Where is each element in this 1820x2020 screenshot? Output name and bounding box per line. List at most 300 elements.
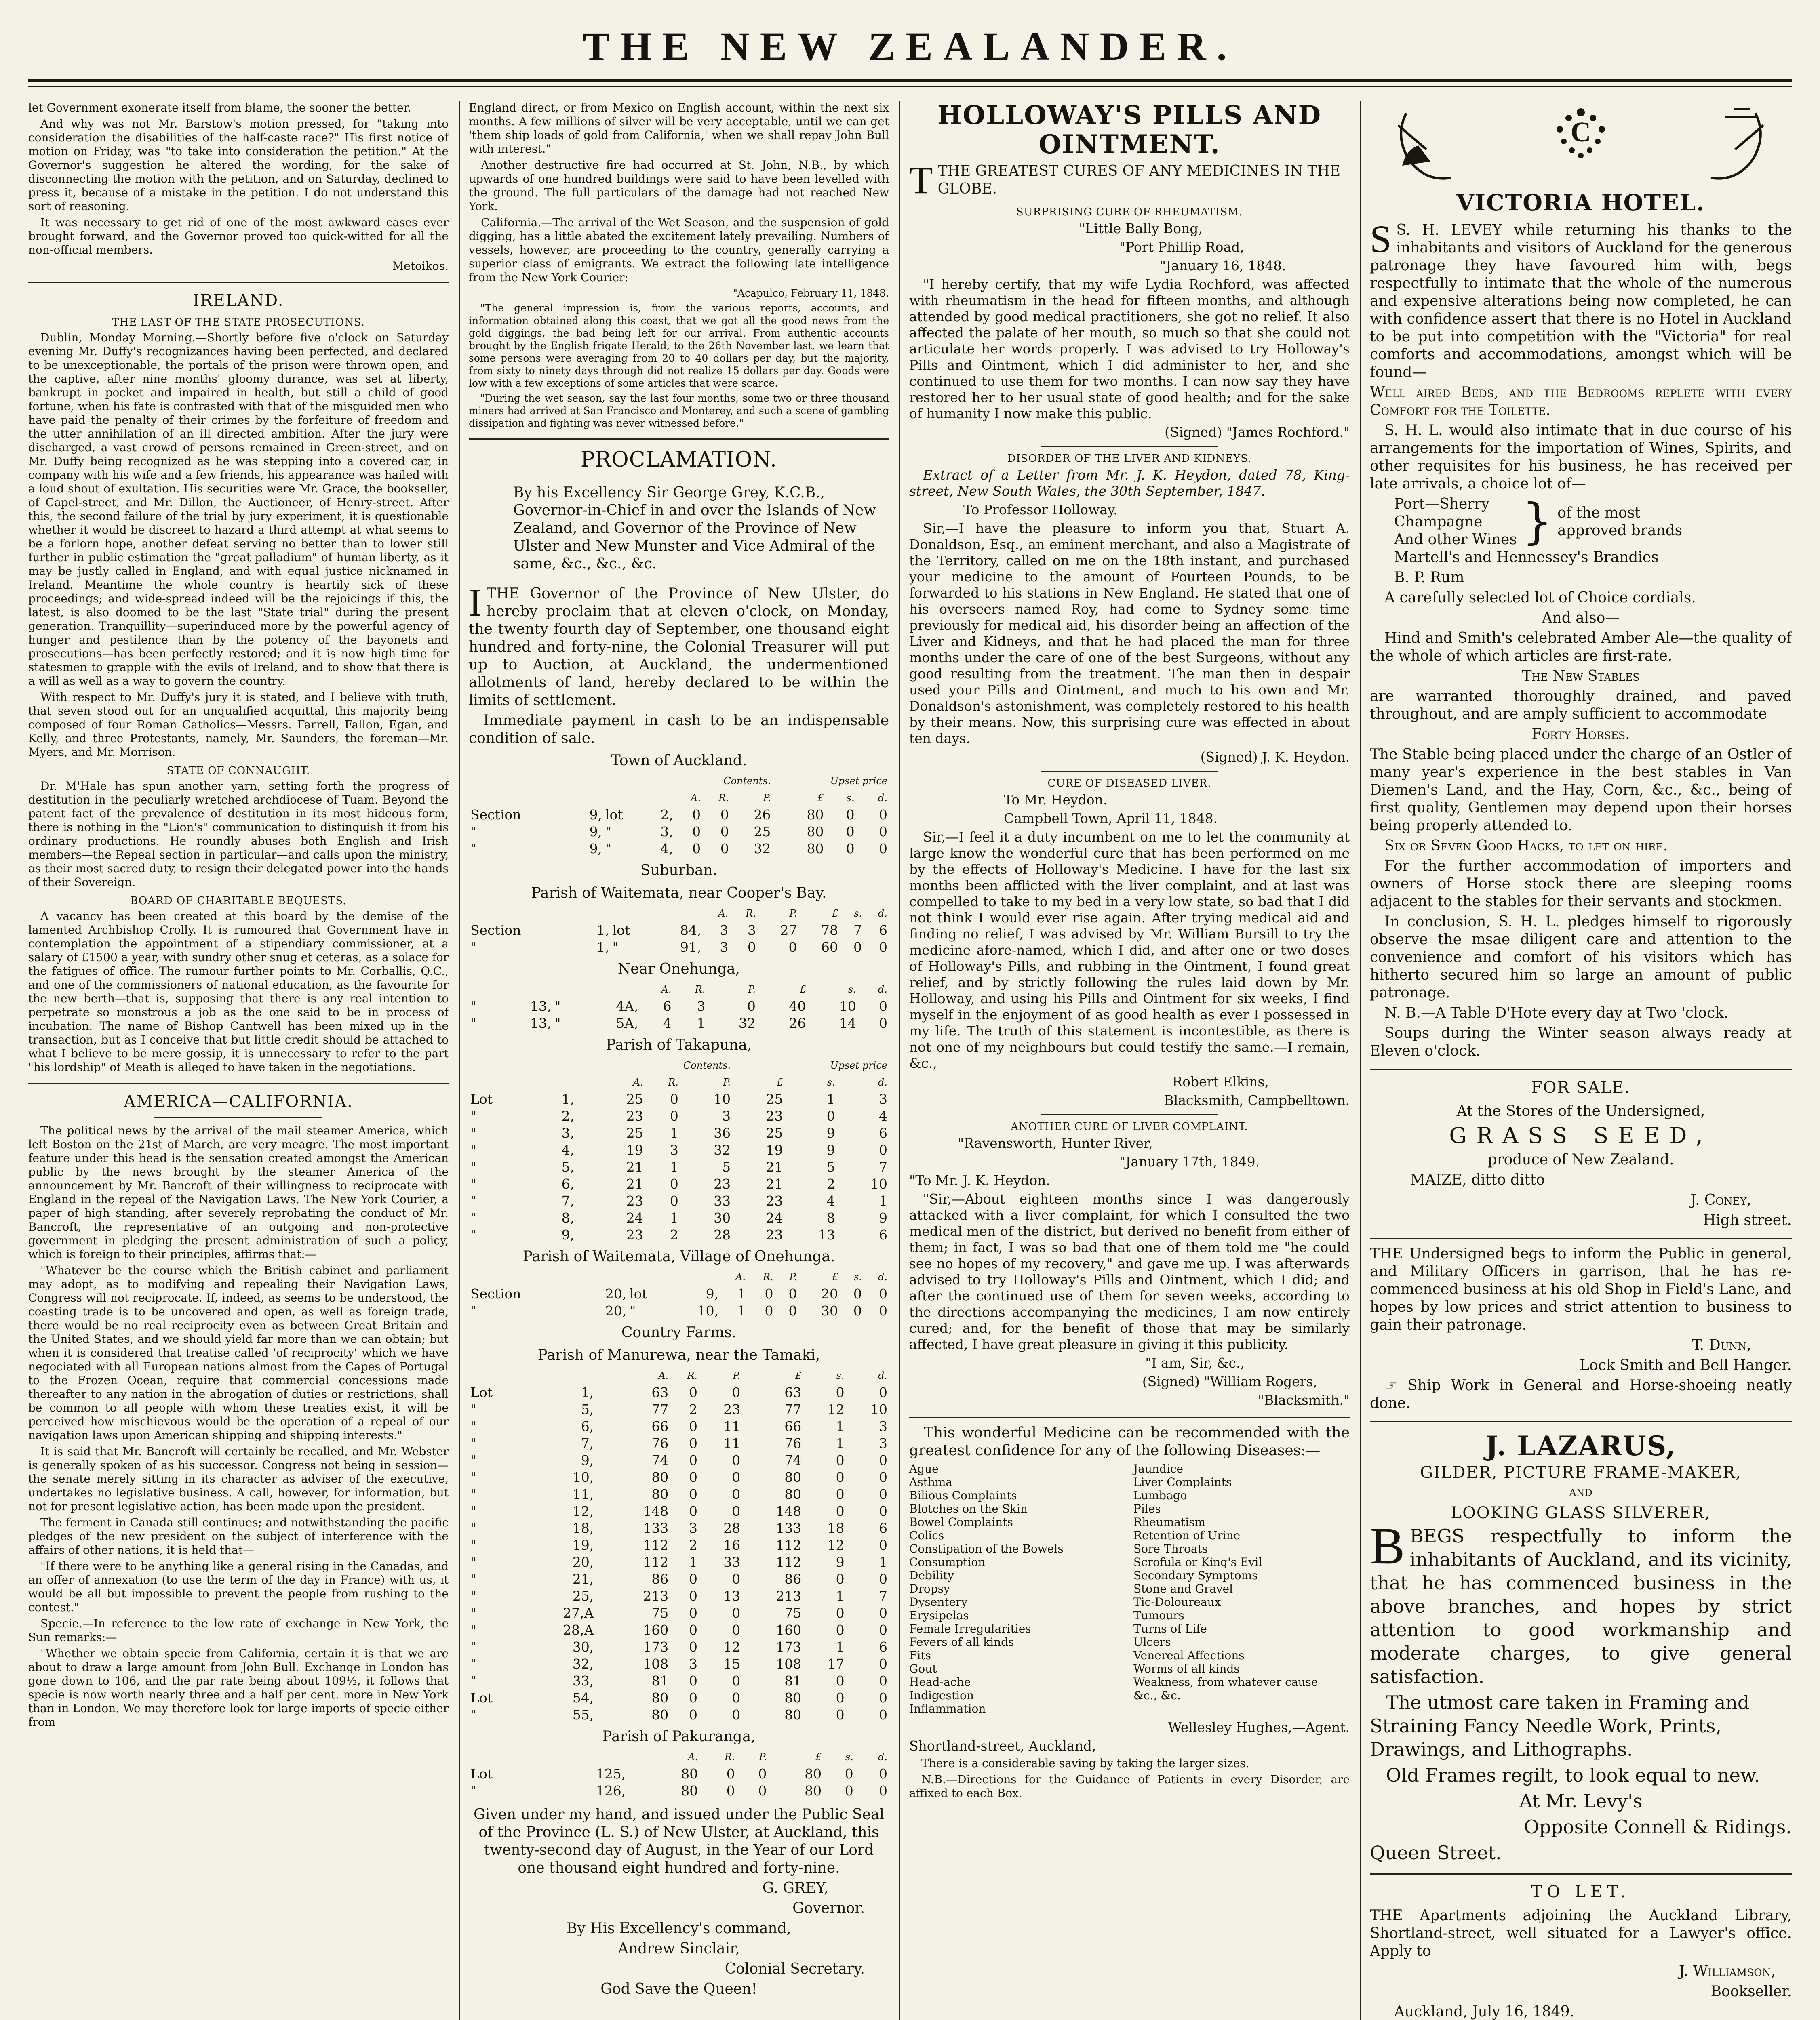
table-cell bbox=[576, 1108, 584, 1125]
table-cell: 5 bbox=[722, 1159, 731, 1175]
table-cell: 1 bbox=[826, 1091, 835, 1107]
nb-note: N.B.—Directions for the Guidance of Patients in every Disorder, are affixed to each Box. bbox=[909, 1773, 1350, 1800]
table-cell: 36 bbox=[714, 1125, 731, 1141]
table-cell: 173 bbox=[643, 1639, 669, 1655]
table-cell: 1 bbox=[836, 1639, 845, 1655]
paragraph: With respect to Mr. Duffy's jury it is stated, and I believe with truth, that seven stood out for an unqualified acquittal, this majority being composed of four Roman Catholics—Messrs. Farrell, Fallon, Egan, and Kelly, and three Protestants, namely, Mr. Saunders, the foreman—Mr. Myers, and Mr. Morrison. bbox=[28, 690, 449, 759]
drop-cap: I bbox=[469, 581, 482, 624]
unit-cell: s. bbox=[854, 908, 862, 919]
table-cell: 6, bbox=[561, 1176, 575, 1192]
table-cell: 3 bbox=[670, 1142, 678, 1158]
table-cell: 32 bbox=[714, 1142, 731, 1158]
lazarus-trades: GILDER, PICTURE FRAME-MAKER, bbox=[1420, 1463, 1742, 1482]
table-cell: 26 bbox=[789, 1015, 806, 1031]
unit-cell: R. bbox=[687, 1370, 697, 1381]
table-cell: 24 bbox=[766, 1210, 783, 1226]
unit-cell: £ bbox=[800, 984, 806, 995]
table-cell bbox=[602, 1435, 609, 1452]
proclamation-text: THE Governor of the Province of New Ulster, do hereby proclaim that at eleven o'clock, on Monday, the twenty fourth day of September, one thousand eight hundred and forty-nine, the Colonial Treasurer will put up to Auction, at Auckland, the undermentioned allotments of land, hereby declared to be within the limits of settlement. bbox=[469, 585, 889, 709]
table-cell: " bbox=[470, 1159, 477, 1175]
table-cell: 6 bbox=[879, 1520, 887, 1536]
table-cell: 4, bbox=[561, 1142, 575, 1158]
signature: Metoikos. bbox=[392, 259, 449, 273]
table-cell: 2 bbox=[670, 1227, 678, 1243]
to-let-notice: THE Apartments adjoining the Auckland Library, Shortland-street, well situated for a Lawyer's office. Apply to bbox=[1370, 1907, 1792, 1959]
table-cell: 23 bbox=[766, 1108, 783, 1124]
disease-item: Worms of all kinds bbox=[1133, 1662, 1240, 1675]
disease-item: Lumbago bbox=[1133, 1489, 1187, 1502]
table-cell: 0 bbox=[692, 841, 701, 856]
table-cell: 112 bbox=[643, 1537, 669, 1553]
table-cell bbox=[602, 1706, 609, 1723]
table-cell: 0 bbox=[879, 1690, 887, 1706]
table-cell: 148 bbox=[776, 1503, 802, 1519]
table-cell: 80 bbox=[784, 1486, 802, 1502]
lazarus-address: Opposite Connell & Ridings. bbox=[1524, 1816, 1792, 1838]
address-line: "Port Phillip Road, bbox=[1119, 239, 1244, 255]
table-cell: 80 bbox=[807, 807, 824, 823]
paragraph: "Sir,—About eighteen months since I was dangerously attacked with a liver complaint, for which I consulted the two medical men of the district, but derived no benefit from either of them; in fact, I was so bad that one of them told me "he could see no hopes of my recovery," and gave me up. I was afterwards advised to try Holloway's Pills and Ointment, which I did; and after the continued use of them for seven weeks, according to the directions accompanying the medicines, I am now entirely cured; and, for the benefit of those that may be similarly affected, I have great pleasure in giving it this publicity. bbox=[909, 1191, 1350, 1352]
unit-cell: R. bbox=[695, 984, 706, 995]
table-cell: 20, bbox=[572, 1554, 594, 1570]
table-row bbox=[469, 1401, 889, 1418]
table-cell: 23 bbox=[766, 1227, 783, 1243]
table-cell: 1 bbox=[670, 1210, 678, 1226]
table-cell bbox=[576, 1193, 584, 1210]
table-cell: 13, bbox=[530, 1015, 552, 1031]
lazarus-intro bbox=[1370, 1517, 1792, 1688]
lots-table-town bbox=[469, 772, 889, 857]
table-cell bbox=[584, 1159, 593, 1176]
signature: (Signed) J. K. Heydon. bbox=[1200, 749, 1350, 765]
table-cell: 63 bbox=[651, 1385, 669, 1400]
table-cell: 0 bbox=[845, 1766, 853, 1782]
table-header-row bbox=[469, 1057, 889, 1074]
short-rule bbox=[1041, 1114, 1218, 1115]
table-cell: 7 bbox=[879, 1159, 887, 1175]
table-cell bbox=[602, 1690, 609, 1706]
table-cell: " bbox=[630, 1303, 636, 1319]
column-divider bbox=[1360, 101, 1361, 2020]
table-cell: 30 bbox=[714, 1210, 731, 1226]
table-cell: 27 bbox=[780, 922, 797, 938]
table-cell: 4 bbox=[663, 1015, 672, 1031]
table-cell: " bbox=[554, 1015, 561, 1031]
lazarus-address: Queen Street. bbox=[1370, 1842, 1502, 1864]
lazarus-regilt: Old Frames regilt, to look equal to new. bbox=[1386, 1764, 1760, 1786]
table-row bbox=[469, 1452, 889, 1469]
table-cell: 0 bbox=[846, 824, 855, 840]
table-cell: 0 bbox=[879, 1766, 887, 1782]
paragraph: The ferment in Canada still continues; and notwithstanding the pacific pledges of the new president on the subject of interference with the affairs of other nations, it is held that— bbox=[28, 1516, 449, 1557]
table-cell: " bbox=[605, 824, 612, 840]
table-cell: 4, bbox=[660, 841, 673, 856]
disease-item: Tic-Doloureaux bbox=[1133, 1595, 1221, 1609]
table-row bbox=[469, 1384, 889, 1401]
table-header-row bbox=[469, 772, 889, 789]
table-cell: 0 bbox=[732, 1486, 741, 1502]
table-cell: 86 bbox=[784, 1571, 802, 1587]
disease-item: Asthma bbox=[909, 1475, 953, 1489]
table-units-row bbox=[469, 1367, 889, 1384]
table-cell: 10 bbox=[839, 998, 856, 1014]
table-cell: 0 bbox=[720, 841, 729, 856]
table-cell: 80 bbox=[681, 1783, 698, 1799]
table-cell: 6 bbox=[879, 1639, 887, 1655]
table-cell: 1, bbox=[596, 939, 609, 955]
paragraph: Specie.—In reference to the low rate of exchange in New York, the Sun remarks:— bbox=[28, 1617, 449, 1644]
table-cell: 80 bbox=[784, 1690, 802, 1706]
table-cell bbox=[602, 1537, 609, 1554]
paragraph: England direct, or from Mexico on English account, within the next six months. A few millions of silver will be very acceptable, until we can get 'them ship loads of gold from California,' when we shall repay John Bull with interest." bbox=[469, 101, 889, 156]
disease-item: Bowel Complaints bbox=[909, 1515, 1013, 1529]
proclamation-body bbox=[469, 581, 889, 709]
unit-cell: s. bbox=[845, 1751, 853, 1763]
table-cell: 6 bbox=[663, 998, 672, 1014]
table-units-row bbox=[469, 789, 889, 806]
section-rule bbox=[28, 282, 449, 283]
table-cell: " bbox=[470, 1783, 477, 1799]
table-cell: 30 bbox=[821, 1303, 838, 1319]
table-cell: Lot bbox=[470, 1766, 493, 1782]
saving-note: There is a considerable saving by taking the larger sizes. bbox=[921, 1757, 1249, 1770]
table-cell: 4 bbox=[826, 1193, 835, 1209]
secretary-title: Colonial Secretary. bbox=[725, 1961, 865, 1977]
lots-table-village bbox=[469, 1269, 889, 1319]
table-cell: 9 bbox=[836, 1554, 845, 1570]
table-cell: 0 bbox=[836, 1605, 845, 1621]
table-row bbox=[469, 1418, 889, 1435]
disease-item: &c., &c. bbox=[1133, 1689, 1181, 1702]
table-cell: 17 bbox=[827, 1656, 845, 1672]
table-cell: 18 bbox=[827, 1520, 845, 1536]
table-cell: 3 bbox=[747, 922, 756, 938]
table-cell bbox=[602, 1554, 609, 1571]
disease-item: Piles bbox=[1133, 1502, 1161, 1515]
disease-item: Fits bbox=[909, 1649, 931, 1662]
short-rule bbox=[1041, 446, 1218, 447]
table-row bbox=[469, 1503, 889, 1520]
diseases-list bbox=[909, 1462, 1350, 1715]
table-cell: Section bbox=[470, 922, 521, 938]
table-cell: 1 bbox=[879, 1193, 887, 1209]
short-rule bbox=[1041, 771, 1218, 772]
table-cell: 24 bbox=[626, 1210, 643, 1226]
proclamation-payment: Immediate payment in cash to be an indispensable condition of sale. bbox=[469, 712, 889, 747]
disease-item: Consumption bbox=[909, 1555, 986, 1569]
table-cell: 81 bbox=[784, 1673, 802, 1689]
table-cell: 76 bbox=[784, 1435, 802, 1451]
table-cell: lot bbox=[630, 1286, 647, 1302]
table-cell: 25 bbox=[626, 1125, 643, 1141]
table-row bbox=[469, 1159, 889, 1176]
table-cell: 75 bbox=[784, 1605, 802, 1621]
column-4 bbox=[1370, 101, 1792, 2020]
table-cell: 80 bbox=[651, 1469, 669, 1485]
table-cell: 160 bbox=[776, 1622, 802, 1638]
table-cell: 1 bbox=[670, 1159, 678, 1175]
table-cell: 0 bbox=[732, 1503, 741, 1519]
table-row bbox=[469, 998, 889, 1015]
unit-cell: d. bbox=[878, 792, 887, 804]
table-cell: 0 bbox=[689, 1639, 697, 1655]
table-cell: 21 bbox=[766, 1176, 783, 1192]
table-row bbox=[469, 1782, 889, 1799]
table-cell: 1 bbox=[836, 1588, 845, 1604]
table-cell: 3, bbox=[660, 824, 673, 840]
hotel-intro-text: S. H. LEVEY while returning his thanks to the inhabitants and visitors of Auckland for the generous patronage they have favoured him with, begs respectfully to intimate that the whole of the numerous and expensive alterations being now completed, he can with confidence assert that there is no Hotel in Auckland to be put into competition with the "Victoria" for real comforts and accommodations, amongst which will be found— bbox=[1370, 222, 1792, 381]
table-cell: 10, bbox=[572, 1469, 594, 1485]
table-cell: 76 bbox=[651, 1435, 669, 1451]
table-row bbox=[469, 1210, 889, 1227]
table-cell: 0 bbox=[826, 1108, 835, 1124]
table-cell: 112 bbox=[776, 1554, 802, 1570]
subheading: DISORDER OF THE LIVER AND KIDNEYS. bbox=[1007, 452, 1252, 465]
unit-cell: P. bbox=[763, 792, 771, 804]
table-cell: 160 bbox=[643, 1622, 669, 1638]
disease-item: Colics bbox=[909, 1529, 944, 1542]
dunn-trade: Lock Smith and Bell Hanger. bbox=[1580, 1357, 1792, 1374]
wines-brace-text: of the most approved brands bbox=[1557, 505, 1683, 539]
table-cell: 0 bbox=[726, 1783, 735, 1799]
table-cell: 80 bbox=[807, 841, 824, 856]
table-cell: 2 bbox=[826, 1176, 835, 1192]
table-cell: Lot bbox=[470, 1385, 493, 1400]
table-cell bbox=[595, 1656, 602, 1673]
lots-table-pakuranga bbox=[469, 1749, 889, 1799]
table-cell: 80 bbox=[805, 1783, 822, 1799]
disease-item: Erysipelas bbox=[909, 1609, 969, 1622]
by-command: By His Excellency's command, bbox=[566, 1920, 792, 1937]
table-cell bbox=[584, 1193, 593, 1210]
table-cell: " bbox=[470, 998, 477, 1014]
table-cell bbox=[595, 1486, 602, 1503]
table-cell: " bbox=[605, 841, 612, 856]
paragraph: let Government exonerate itself from blame, the sooner the better. bbox=[28, 101, 411, 114]
unit-cell: d. bbox=[878, 908, 887, 919]
table-cell bbox=[602, 1605, 609, 1622]
grass-seed: GRASS SEED, bbox=[1449, 1123, 1713, 1148]
table-row bbox=[469, 1142, 889, 1159]
table-cell: 19 bbox=[626, 1142, 643, 1158]
table-cell bbox=[595, 1520, 602, 1537]
table-cell: " bbox=[470, 1639, 477, 1655]
subheading: CURE OF DISEASED LIVER. bbox=[1047, 777, 1211, 789]
dateline: Campbell Town, April 11, 1848. bbox=[1004, 810, 1218, 826]
table-cell: 1 bbox=[836, 1435, 845, 1451]
table-units-row bbox=[469, 1074, 889, 1091]
table-cell bbox=[595, 1706, 602, 1723]
rum: B. P. Rum bbox=[1394, 569, 1464, 586]
table-cell: " bbox=[470, 1142, 477, 1158]
table-cell: 0 bbox=[732, 1385, 741, 1400]
table-cell bbox=[584, 1108, 593, 1125]
lazarus-intro-text: BEGS respectfully to inform the inhabitants of Auckland, and its vicinity, that he has commenced business in the above branches, and hopes by strict attention to good workmanship and moderate charges, to give general satisfaction. bbox=[1370, 1525, 1792, 1688]
table-cell: 21 bbox=[766, 1159, 783, 1175]
table-cell: 27,A bbox=[563, 1605, 594, 1621]
table-cell: 7 bbox=[853, 922, 862, 938]
table-cell: 133 bbox=[776, 1520, 802, 1536]
disease-item: Female Irregularities bbox=[909, 1622, 1031, 1635]
table-cell: 5 bbox=[826, 1159, 835, 1175]
table-cell bbox=[595, 1469, 602, 1486]
table-row bbox=[469, 1193, 889, 1210]
table-cell: " bbox=[470, 1554, 477, 1570]
subheading: THE LAST OF THE STATE PROSECUTIONS. bbox=[112, 316, 365, 328]
lots-table-onehunga bbox=[469, 981, 889, 1032]
table-cell: " bbox=[470, 1673, 477, 1689]
table-cell: 13, bbox=[530, 998, 552, 1014]
table-cell bbox=[602, 1503, 609, 1520]
seller-address: High street. bbox=[1703, 1212, 1792, 1229]
address-line: "Little Bally Bong, bbox=[1079, 221, 1203, 236]
seller-name: J. Coney, bbox=[1690, 1192, 1751, 1208]
table-row bbox=[469, 1015, 889, 1032]
table-row bbox=[469, 1486, 889, 1503]
unit-cell: A. bbox=[688, 1751, 698, 1763]
to-let-heading: TO LET. bbox=[1531, 1883, 1630, 1901]
unit-cell: P. bbox=[789, 1271, 797, 1283]
table-cell: 91, bbox=[680, 939, 701, 955]
paragraph: N. B.—A Table D'Hote every day at Two 'clock. bbox=[1384, 1005, 1729, 1021]
disease-item: Venereal Affections bbox=[1133, 1649, 1245, 1662]
table-cell: 0 bbox=[846, 807, 855, 823]
table-cell bbox=[595, 1554, 602, 1571]
table-cell: 80 bbox=[784, 1707, 802, 1723]
table-cell: 33 bbox=[723, 1554, 741, 1570]
table-cell: 15 bbox=[723, 1656, 741, 1672]
table-cell: 21 bbox=[626, 1159, 643, 1175]
unit-cell: £ bbox=[832, 908, 838, 919]
for-sale-heading: FOR SALE. bbox=[1531, 1078, 1631, 1097]
unit-cell: s. bbox=[853, 1271, 862, 1283]
disease-item: Ulcers bbox=[1133, 1635, 1171, 1649]
table-cell: " bbox=[470, 1227, 477, 1243]
table-cell: " bbox=[470, 1303, 477, 1319]
table-cell: " bbox=[470, 1015, 477, 1031]
table-row bbox=[469, 1690, 889, 1706]
agent-address: Shortland-street, Auckland, bbox=[909, 1738, 1096, 1754]
signature: "I am, Sir, &c., bbox=[1145, 1355, 1245, 1371]
paragraph: "During the wet season, say the last four months, some two or three thousand miners had arrived at San Francisco and Monterey, and such a scene of gambling dissipation and fighting was never witnessed before." bbox=[469, 392, 889, 429]
crown-emblem-icon bbox=[1370, 101, 1792, 190]
table-cell bbox=[602, 1401, 609, 1418]
signature: (Signed) "James Rochford." bbox=[1165, 424, 1350, 440]
table-cell: " bbox=[470, 1537, 477, 1553]
table-cell: 0 bbox=[689, 1690, 697, 1706]
table-cell: 0 bbox=[788, 939, 797, 955]
unit-cell: A. bbox=[633, 1077, 643, 1088]
table-cell: " bbox=[470, 1108, 477, 1124]
table-cell: 5, bbox=[581, 1401, 594, 1417]
disease-item: Sore Throats bbox=[1133, 1542, 1208, 1555]
disease-item: Liver Complaints bbox=[1133, 1475, 1232, 1489]
table-cell: 0 bbox=[879, 1286, 887, 1302]
table-cell bbox=[602, 1571, 609, 1588]
table-row bbox=[469, 1571, 889, 1588]
subheading: ANOTHER CURE OF LIVER COMPLAINT. bbox=[1011, 1121, 1248, 1133]
brace: } bbox=[1521, 494, 1553, 550]
table-cell: 21, bbox=[572, 1571, 594, 1587]
unit-cell: R. bbox=[763, 1271, 773, 1283]
paragraph: California.—The arrival of the Wet Season, and the suspension of gold digging, has a little abated the excitement lately prevailing. Numbers of vessels, however, are proceeding to the country, generally carrying a superior class of emigrants. We extract the following late intelligence from the New York Courier: bbox=[469, 216, 889, 284]
table-cell: " bbox=[470, 1125, 477, 1141]
table-cell: " bbox=[470, 1193, 477, 1209]
table-cell: 81 bbox=[651, 1673, 669, 1689]
table-cell bbox=[584, 1142, 593, 1159]
table-row bbox=[469, 1108, 889, 1125]
table-cell: 0 bbox=[689, 1588, 697, 1604]
table-cell: 10 bbox=[714, 1091, 731, 1107]
table-row bbox=[469, 1656, 889, 1673]
table-cell: 0 bbox=[765, 1286, 773, 1302]
table-cell: 0 bbox=[879, 841, 887, 856]
table-cell: 84, bbox=[680, 922, 701, 938]
dunn-ship-work: ☞ Ship Work in General and Horse-shoeing neatly done. bbox=[1370, 1377, 1792, 1412]
drop-cap: T bbox=[909, 158, 933, 202]
table-cell: 0 bbox=[879, 807, 887, 823]
table-cell bbox=[595, 1622, 602, 1639]
table-cell: 33 bbox=[714, 1193, 731, 1209]
table-cell: 1 bbox=[737, 1303, 746, 1319]
table-cell: 126, bbox=[596, 1783, 626, 1799]
table-cell: " bbox=[470, 1588, 477, 1604]
table-cell: 12 bbox=[827, 1401, 845, 1417]
contents-header: Contents. bbox=[683, 1060, 731, 1071]
table-cell: 125, bbox=[596, 1766, 626, 1782]
holloway-subtitle bbox=[909, 158, 1350, 202]
unit-cell: s. bbox=[836, 1370, 845, 1381]
table-cell: 23 bbox=[723, 1401, 741, 1417]
town-heading: Town of Auckland. bbox=[611, 752, 747, 769]
table-cell: 78 bbox=[821, 922, 838, 938]
table-cell: " bbox=[470, 1656, 477, 1672]
column-2 bbox=[469, 101, 889, 2020]
table-cell: 20 bbox=[821, 1286, 838, 1302]
unit-cell: £ bbox=[817, 792, 824, 804]
table-cell: 0 bbox=[836, 1503, 845, 1519]
table-cell: " bbox=[470, 1469, 477, 1485]
paragraph: "If there were to be anything like a general rising in the Canadas, and an offer of annexation (to use the term of the day in France) with us, it would be all but impossible to prevent the people from rushing to the contest." bbox=[28, 1559, 449, 1614]
table-cell: 0 bbox=[720, 807, 729, 823]
table-cell: 33, bbox=[572, 1673, 594, 1689]
proclamation-heading: PROCLAMATION. bbox=[580, 448, 777, 472]
table-cell: 25 bbox=[626, 1091, 643, 1107]
disease-item: Turns of Life bbox=[1133, 1622, 1207, 1635]
wines-names bbox=[1394, 495, 1517, 549]
table-cell: 0 bbox=[836, 1571, 845, 1587]
paragraph: It is said that Mr. Bancroft will certainly be recalled, and Mr. Webster is generally spoken of as his successor. Congress not being in session—the senate merely sitting in its character as adviser of the executive, undertakes no legislative business. A call, however, for information, but not for present legislative action, has been made upon the president. bbox=[28, 1445, 449, 1513]
lots-table-takapuna bbox=[469, 1057, 889, 1244]
table-cell: 13 bbox=[818, 1227, 835, 1243]
disease-item: Jaundice bbox=[1133, 1462, 1184, 1475]
table-cell bbox=[636, 1782, 645, 1799]
table-cell: 20, bbox=[605, 1286, 627, 1302]
table-cell bbox=[595, 1639, 602, 1656]
table-cell: 3 bbox=[879, 1091, 887, 1107]
hotel-beds: Well aired Beds, and the Bedrooms replete with every Comfort for the Toilette. bbox=[1370, 384, 1792, 419]
table-cell: 66 bbox=[784, 1418, 802, 1434]
disease-item: Bilious Complaints bbox=[909, 1489, 1017, 1502]
table-cell: 23 bbox=[766, 1193, 783, 1209]
unit-cell: d. bbox=[878, 1370, 887, 1381]
paragraph: Soups during the Winter season always ready at Eleven o'clock. bbox=[1370, 1025, 1792, 1059]
village-heading: Parish of Waitemata, Village of Onehunga. bbox=[522, 1248, 835, 1265]
table-cell: 0 bbox=[879, 1783, 887, 1799]
table-cell: 3 bbox=[689, 1656, 697, 1672]
table-cell: 32, bbox=[572, 1656, 594, 1672]
table-cell bbox=[602, 1469, 609, 1486]
